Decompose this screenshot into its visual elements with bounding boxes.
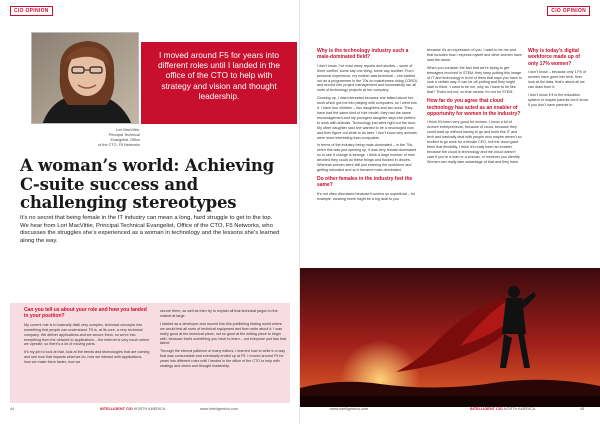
superhero-sunset-image: [300, 268, 600, 407]
hero-illustration: [300, 268, 600, 407]
portrait-photo: [31, 32, 139, 124]
question-heading: Why is the technology industry such a male-dominated field?: [317, 48, 409, 61]
body-paragraph: Growing up, I was interested because she talked about her work which got me into playing with computers, so I went into it. I have four children – two daughters and two sons. They have had the same kind of role model, they had the same encouragement and my youngest daughter says she prefers to work with animals. Technology just went right out the door. My other daughter said she wanted to be a neurologist now and then figure out what to do later. I don’t know why animals were more interesting than computers.: [317, 96, 417, 140]
body-paragraph: I don’t know. I’ve read many reports and studies – some of them conflict, some say one thing, some say another. From personal experience, my mother was technical – she started out as a programmer in the 70s on mainframes doing COBOL and moved into project management and successfully ran all sorts of technology projects at her company.: [317, 63, 418, 93]
standfirst: It’s no secret that being female in the IT industry can mean a long, hard struggle to get to the top. We hear from Lori MacVittie, Principal Technical Evangelist, Office of the CTO, F5 Networks, who discusses the struggles she’s experienced as a woman in technology and the lessons she’s learned along the way.: [20, 215, 280, 245]
body-paragraph: Through the eternal patience of many editors, I learned how to write in a way that was consumable and eventually ended up at F5. I moved around F5 for years into different roles until I landed in the office of the CTO to help with strategy and vision and thought leadership.: [160, 349, 286, 369]
footer-masthead: [470, 407, 535, 412]
right-column-2: [427, 48, 523, 168]
question-heading: Do other females in the industry feel the same?: [317, 175, 413, 189]
caption-line: of the CTO, F5 Networks: [98, 143, 140, 147]
portrait-image: [32, 33, 139, 124]
footer-brand: INTELLIGENT CIO: [100, 407, 133, 411]
footer-masthead: [100, 407, 165, 412]
section-tag: CIO OPINION: [10, 6, 53, 16]
body-paragraph: I think it’s been very good for women. I know a lot of women entrepreneurs, because of cloud, because they could start up without having to go and build this IT and tech and basically deal with people who maybe weren’t so excited to go work for a female CEO, but the cloud gave them that flexibility. I think it’s really been an enabler because the cloud is technology and the cloud doesn’t care if you’re a man or a woman, or however you identify. Women can really take advantage of that and they have.: [427, 120, 522, 164]
body-paragraph: When you consider the fact that we’re trying to get teenagers involved in STEM, they keep putting this image of IT and technology in front of them that says you have to look a certain way. It can be off-putting and they might start to think, ‘I want to be me, why do I have to be like that? That’s not me, so that means I’m not for STEM.’: [427, 65, 522, 95]
pull-quote: I moved around F5 for years into different roles until I landed in the office of the CTO to help with strategy and vision and thought leadership.: [157, 50, 281, 101]
body-paragraph: I started as a developer and moved into this publishing testing world where we would test all sorts of technical equipment and then write about it. I was really good at the technical piece, not so good at the writing piece to begin with, because that’s something you have to learn – not everyone just has that talent.: [160, 321, 286, 346]
footer-brand: INTELLIGENT CIO: [470, 407, 503, 411]
article-headline: A woman’s world: Achieving C-suite success and challenging stereotypes: [20, 156, 275, 213]
body-paragraph: In terms of the industry being male-dominated – in the 70s, when this was just opening up, it was very female-dominated so to see it change is strange. I think a large number of men decided they could do these things and flocked in droves. Whereas women were still just entering the workforce and getting educated and so it became male-dominated.: [317, 143, 417, 172]
left-column-1: [24, 307, 150, 368]
left-column-2: [160, 309, 286, 372]
footer-region: NORTH AMERICA: [133, 407, 166, 411]
body-paragraph: It’s not often discussed because it seems so superficial – for example, wearing heels might be a big deal to you: [317, 191, 416, 201]
question-heading: Why is today’s digital workforce made up of only 17% women?: [528, 48, 580, 67]
footer-page-number: 45: [580, 407, 585, 411]
body-paragraph: I don’t know – because only 17% of women have gone into tech, then look at the data, that’s about all we can draw from it.: [528, 70, 587, 89]
question-heading: How far do you agree that cloud technology has acted as an enabler of opportunity for women in the industry?: [427, 98, 521, 117]
footer-page-number: 44: [10, 407, 15, 411]
caption-line: Lori MacVittie,: [116, 128, 140, 132]
pull-quote-box: [141, 42, 297, 124]
footer-url[interactable]: www.intelligentcio.com: [330, 407, 369, 411]
caption-line: Principal Technical: [108, 133, 140, 137]
body-paragraph: secure them, as well as then try to explain all that technical jargon to the market at large.: [160, 309, 278, 318]
body-paragraph: I don’t know if it is the education system or maybe parents don’t know. If you don’t have parents in: [528, 92, 589, 107]
footer-url[interactable]: www.intelligentcio.com: [200, 407, 239, 411]
photo-caption: [60, 128, 140, 148]
section-tag: CIO OPINION: [547, 6, 590, 16]
question-heading: Can you tell us about your role and how you landed in your position?: [24, 307, 147, 320]
caption-line: Evangelist, Office: [110, 138, 140, 142]
body-paragraph: because it’s an expression of you, I want to be me and that includes how I express myself and other women have said the same.: [427, 48, 522, 62]
footer-region: NORTH AMERICA: [503, 407, 536, 411]
body-paragraph: My current role is to basically distil very complex, technical concepts into something that people can understand. F5 is, at its core, a very technical company. We deliver applications and we secure them, so we’re into everything from the network to applications – the internet is very much where we operate, so there’s a lot of moving parts.: [24, 322, 150, 347]
right-column-3: [528, 48, 590, 111]
right-column-1: [317, 48, 419, 204]
body-paragraph: It’s my job to look at that, look at the trends and technologies that are coming and see how that impacts what we do, how we interact with applications, how we make them faster, how we: [24, 350, 150, 365]
